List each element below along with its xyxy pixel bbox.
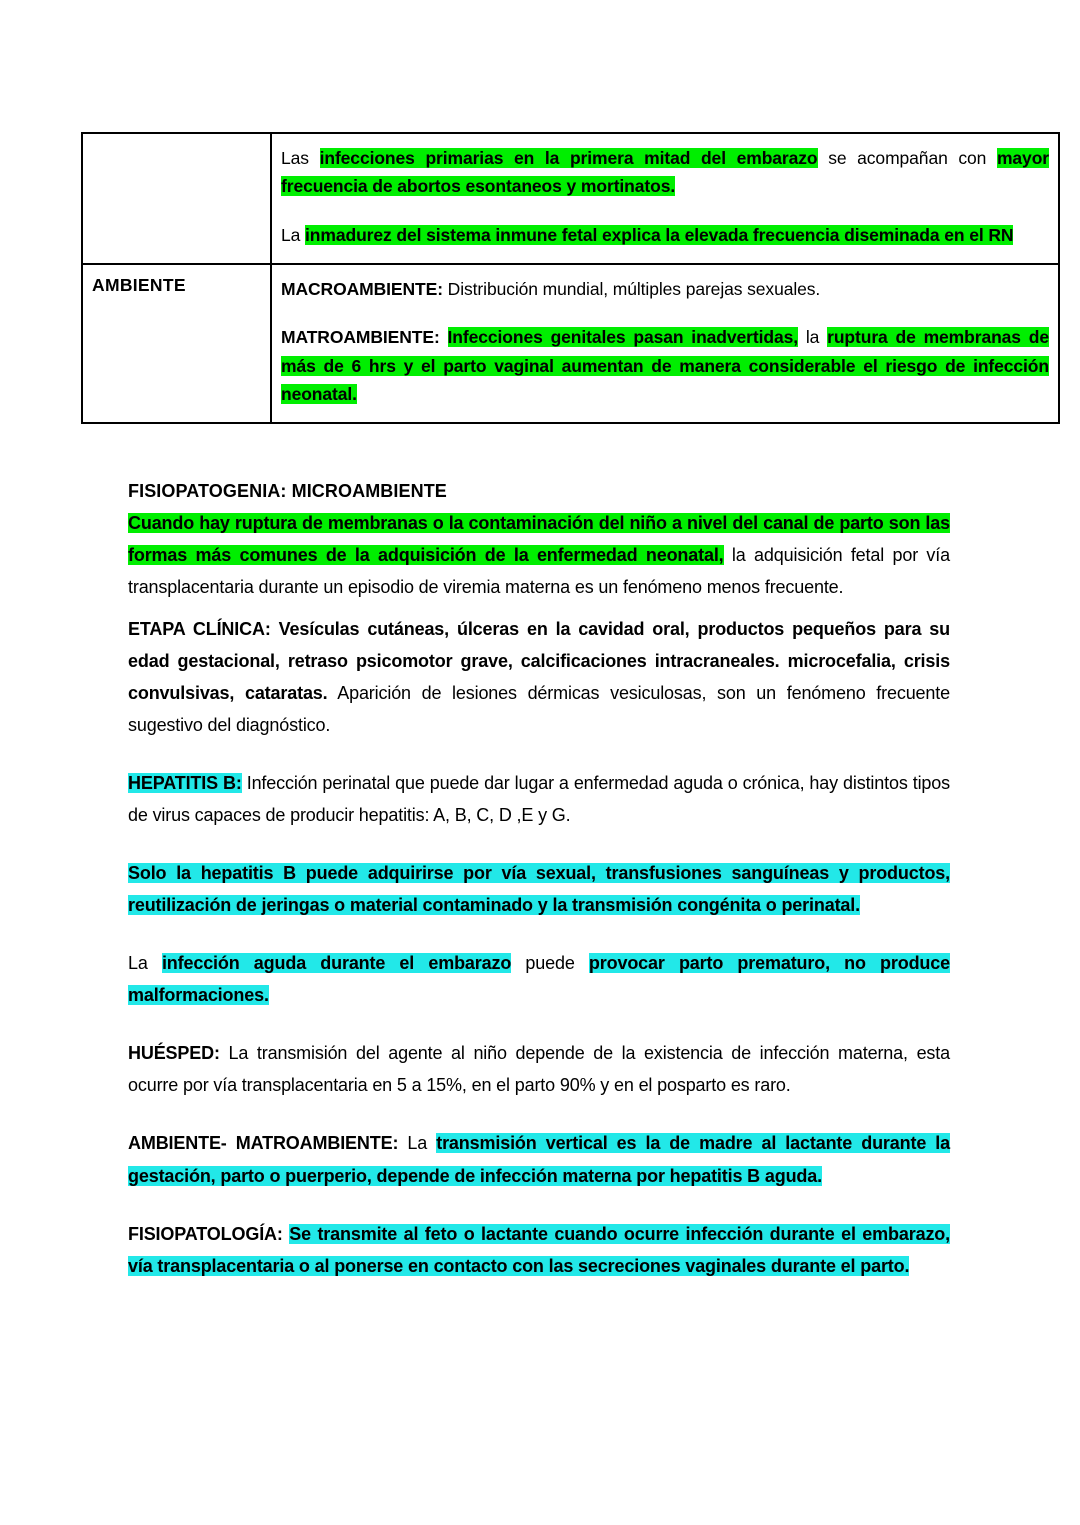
body-paragraph <box>128 1218 950 1282</box>
highlighted-text-run: inmadurez del sistema inmune fetal explica la elevada frecuencia diseminada en el RN <box>305 224 1014 245</box>
text-run: FISIOPATOLOGÍA: <box>128 1223 283 1244</box>
highlighted-text-run: transmisión vertical es la de madre al lactante durante la gestación, parto o puerperio, depende de infección materna por hepatitis B aguda. <box>128 1133 950 1186</box>
document-body <box>128 478 950 1308</box>
body-paragraph <box>128 947 950 1011</box>
body-paragraph <box>128 507 950 603</box>
text-run: MATROAMBIENTE: <box>281 327 448 348</box>
text-run: Distribución mundial, múltiples parejas sexuales. <box>442 279 821 300</box>
highlighted-text-run: provocar parto prematuro, no produce malformaciones. <box>128 953 950 1006</box>
text-run: La <box>128 953 162 974</box>
text-run: La transmisión del agente al niño depende de la existencia de infección materna, esta ocurre por vía transplacentaria en 5 a 15%, en el parto 90% y en el posparto es raro. <box>128 1043 950 1096</box>
text-run: la <box>797 327 828 348</box>
text-run: Infección perinatal que puede dar lugar a enfermedad aguda o crónica, hay distintos tipos de virus capaces de producir hepatitis: A, B, C, D ,E y G. <box>128 773 950 826</box>
section-heading <box>128 478 950 505</box>
text-run: FISIOPATOGENIA: MICROAMBIENTE <box>128 481 447 501</box>
text-run: HUÉSPED: <box>128 1043 220 1064</box>
table-row <box>82 133 1059 264</box>
table-paragraph <box>281 323 1049 408</box>
body-paragraph <box>128 767 950 831</box>
text-run: la adquisición fetal por vía transplacentaria durante un episodio de viremia materna es un fenómeno menos frecuente. <box>128 545 950 598</box>
text-run: La <box>281 224 306 245</box>
table-paragraph <box>281 221 1049 249</box>
table-paragraph <box>281 275 1049 303</box>
highlighted-text-run: Cuando hay ruptura de membranas o la contaminación del niño a nivel del canal de parto son las formas más comunes de la adquisición de la enfermedad neonatal, <box>128 513 950 566</box>
text-run: AMBIENTE- MATROAMBIENTE: <box>128 1133 399 1154</box>
table-row-label <box>82 133 271 264</box>
body-paragraph <box>128 1037 950 1101</box>
text-run: MACROAMBIENTE: <box>281 279 443 300</box>
text-run: La <box>398 1133 437 1154</box>
table-paragraph <box>281 144 1049 201</box>
table-body <box>82 133 1059 423</box>
highlighted-text-run: ruptura de membranas de más de 6 hrs y el parto vaginal aumentan de manera considerable el riesgo de infección neonatal. <box>281 327 1050 405</box>
table-row <box>82 264 1059 423</box>
body-paragraph <box>128 613 950 741</box>
text-run: Las <box>281 148 320 168</box>
highlighted-text-run: infección aguda durante el embarazo <box>161 953 512 974</box>
highlighted-text-run: HEPATITIS B: <box>128 773 242 794</box>
body-paragraph <box>128 857 950 921</box>
table-row-content <box>271 133 1059 264</box>
highlighted-text-run: Solo la hepatitis B puede adquirirse por vía sexual, transfusiones sanguíneas y productos, reutilización de jeringas o material contaminado y la transmisión congénita o perinatal. <box>128 863 950 916</box>
text-run: Aparición de lesiones dérmicas vesiculosas, son un fenómeno frecuente sugestivo del diagnóstico. <box>128 683 950 736</box>
table-row-content <box>271 264 1059 423</box>
highlighted-text-run: Se transmite al feto o lactante cuando ocurre infección durante el embarazo, vía transplacentaria o al ponerse en contacto con las secreciones vaginales durante el parto. <box>128 1223 950 1276</box>
highlighted-text-run: infecciones primarias en la primera mitad del embarazo <box>319 148 818 168</box>
body-paragraph <box>128 1127 950 1191</box>
table-row-label: AMBIENTE <box>82 264 271 423</box>
highlighted-text-run: Infecciones genitales pasan inadvertidas, <box>447 327 798 348</box>
highlighted-text-run: mayor frecuencia de abortos esontaneos y mortinatos. <box>281 148 1049 197</box>
text-run: se acompañan con <box>817 148 997 168</box>
ambiente-info-table <box>81 132 1060 424</box>
text-run: ETAPA CLÍNICA: Vesículas cutáneas, úlceras en la cavidad oral, productos pequeños para su edad gestacional, retraso psicomotor grave, calcificaciones intracraneales. microcefalia, crisis convulsivas, cataratas. <box>128 619 950 704</box>
text-run: puede <box>511 953 589 974</box>
